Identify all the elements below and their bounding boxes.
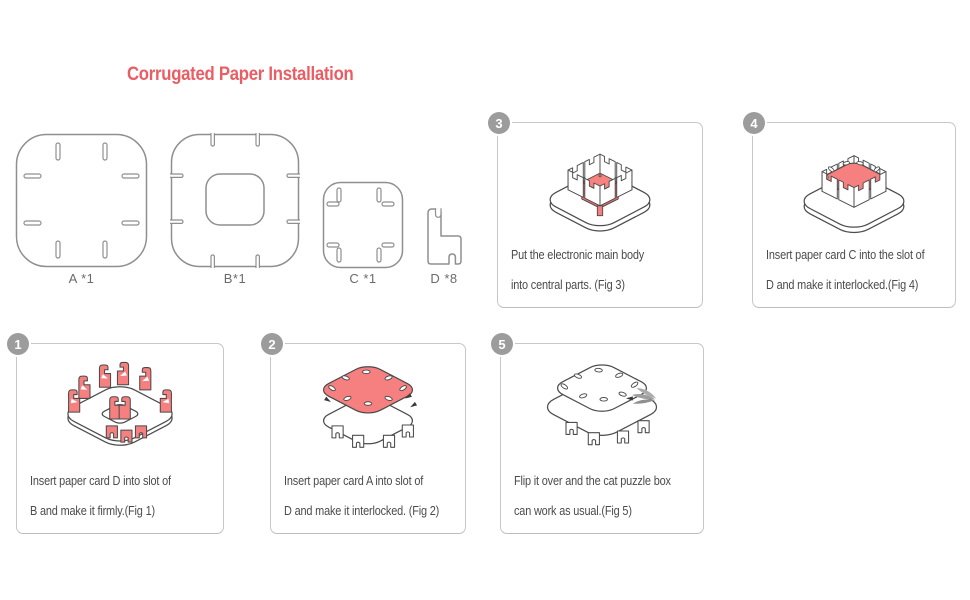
part-b-shape bbox=[170, 133, 300, 268]
part-d-shape bbox=[424, 206, 464, 268]
assembled-puzzle-box bbox=[539, 361, 665, 444]
step-box-2 bbox=[268, 336, 466, 534]
step-4-illustration bbox=[756, 126, 952, 240]
step-badge: 3 bbox=[488, 112, 510, 134]
step-caption-line: D and make it interlocked.(Fig 4) bbox=[766, 277, 919, 292]
step-5-illustration bbox=[504, 347, 700, 467]
step-3-illustration bbox=[502, 126, 698, 240]
step-badge: 2 bbox=[261, 333, 283, 355]
part-a-shape bbox=[15, 133, 148, 268]
step-box-1 bbox=[14, 336, 224, 534]
step-caption-line: B and make it firmly.(Fig 1) bbox=[30, 503, 155, 518]
step-1-illustration bbox=[22, 347, 218, 467]
part-c-shape bbox=[322, 181, 404, 269]
paper-card-a bbox=[316, 363, 419, 417]
step-badge: 1 bbox=[7, 333, 29, 355]
step-caption-line: can work as usual.(Fig 5) bbox=[514, 503, 632, 518]
step-caption-line: Flip it over and the cat puzzle box bbox=[514, 473, 671, 488]
step-box-3 bbox=[495, 115, 703, 308]
page-title: Corrugated Paper Installation bbox=[127, 64, 354, 85]
step-2-illustration bbox=[270, 347, 466, 467]
step-box-5 bbox=[498, 336, 704, 534]
part-label-b: B*1 bbox=[223, 271, 247, 286]
part-label-a: A *1 bbox=[68, 271, 95, 286]
step-caption-line: Insert paper card A into slot of bbox=[284, 473, 424, 488]
step-caption-line: Insert paper card D into slot of bbox=[30, 473, 171, 488]
step-caption-line: Insert paper card C into the slot of bbox=[766, 247, 925, 262]
step-box-4 bbox=[750, 115, 956, 308]
step-caption-line: into central parts. (Fig 3) bbox=[511, 277, 625, 292]
step-caption-line: D and make it interlocked. (Fig 2) bbox=[284, 503, 440, 518]
step-badge: 5 bbox=[491, 333, 513, 355]
part-label-c: C *1 bbox=[349, 271, 377, 286]
step-badge: 4 bbox=[743, 112, 765, 134]
step-caption-line: Put the electronic main body bbox=[511, 247, 645, 262]
part-label-d: D *8 bbox=[430, 271, 458, 286]
